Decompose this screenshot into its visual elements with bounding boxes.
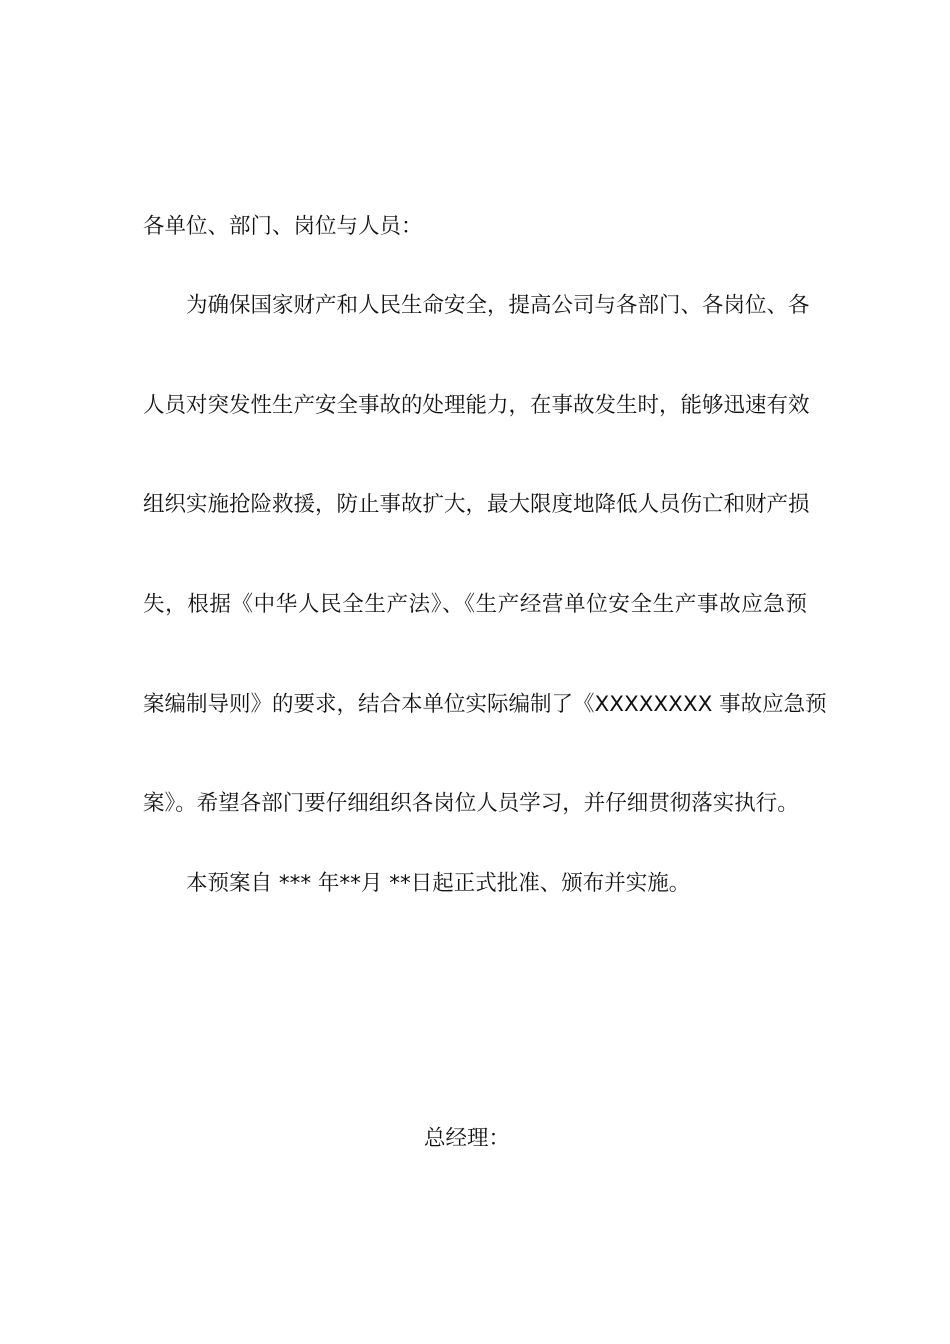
signature-label: 总经理：	[424, 1126, 511, 1151]
effective-statement: 本预案自 *** 年**月 **日起正式批准、颁布并实施。	[186, 871, 691, 896]
body-line-6: 案》。希望各部门要仔细组织各岗位人员学习，并仔细贯彻落实执行。	[143, 791, 799, 816]
salutation: 各单位、部门、岗位与人员：	[143, 214, 423, 239]
body-line-3: 组织实施抢险救援，防止事故扩大，最大限度地降低人员伤亡和财产损	[143, 492, 810, 517]
body-line-4: 失，根据《中华人民全生产法》、《生产经营单位安全生产事故应急预	[143, 592, 807, 617]
body-line-2: 人员对突发性生产安全事故的处理能力，在事故发生时，能够迅速有效	[143, 393, 810, 418]
body-line-5: 案编制导则》的要求，结合本单位实际编制了《XXXXXXXX 事故应急预	[143, 692, 827, 717]
body-line-1: 为确保国家财产和人民生命安全，提高公司与各部门、各岗位、各	[186, 293, 810, 318]
